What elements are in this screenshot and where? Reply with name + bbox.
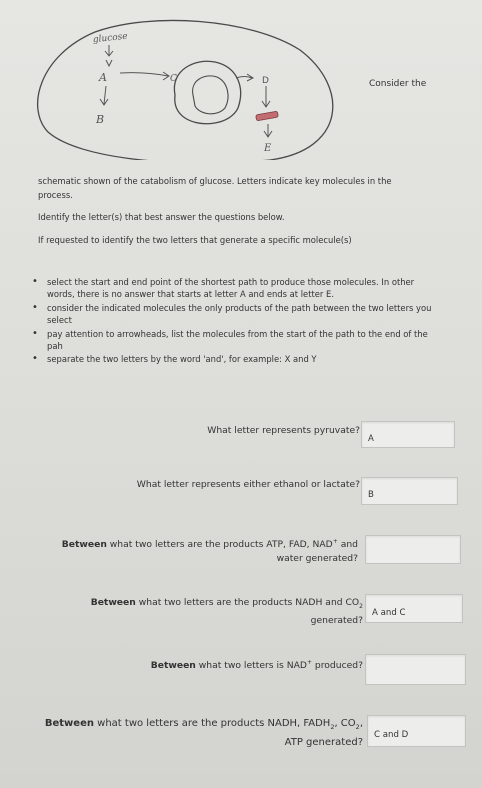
- question-nad-produced: [33, 656, 363, 673]
- label-e: E: [264, 143, 272, 154]
- answer-box-atp-fad-nad[interactable]: [365, 535, 461, 564]
- answer-box-ethanol-lactate[interactable]: [361, 477, 458, 505]
- question-text: and: [337, 539, 358, 551]
- answer-value: C and D: [374, 730, 409, 740]
- answer-box-pyruvate[interactable]: [361, 421, 455, 448]
- question-text: what two letters are the products ATP, FAD, NAD: [106, 539, 333, 551]
- question-text-line2: water generated?: [276, 553, 358, 565]
- label-a: A: [99, 71, 107, 84]
- question-text: What letter represents either ethanol or lactate?: [136, 479, 360, 490]
- question-bold-word: Between: [44, 718, 94, 729]
- question-atp-fad-nad: [28, 535, 358, 566]
- a-to-b-arrow: [100, 86, 108, 105]
- question-nadh-fadh2-co2-atp: [18, 716, 363, 751]
- intro-line-2: process.: [38, 190, 73, 200]
- label-b: B: [96, 113, 105, 126]
- answer-value: B: [368, 490, 374, 500]
- instruction-list: [32, 276, 442, 367]
- intro-line-1: schematic shown of the catabolism of glucose. Letters indicate key molecules in the: [38, 176, 392, 186]
- superscript: +: [332, 538, 338, 545]
- answer-box-nadh-co2[interactable]: [365, 594, 463, 623]
- consider-text: Consider the: [369, 79, 427, 89]
- instruction-item: • separate the two letters by the word 'and', for example: X and Y: [32, 353, 442, 365]
- subscript: 2: [330, 723, 335, 731]
- membrane-to-e-arrow: [264, 124, 272, 137]
- question-nadh-co2: [33, 596, 363, 628]
- question-text: , CO: [334, 718, 356, 729]
- label-d: D: [262, 76, 269, 86]
- question-bold-word: Between: [90, 597, 136, 608]
- subscript: 2: [359, 602, 363, 610]
- a-to-c-arrow: [120, 72, 169, 80]
- question-text: produced?: [311, 660, 363, 672]
- question-bold-word: Between: [150, 660, 196, 672]
- instruction-item: • select the start and end point of the shortest path to produce those molecules. In other words, there is no answer that starts at letter A and ends at letter E.: [32, 276, 442, 301]
- instruction-item: • consider the indicated molecules the only products of the path between the two letters you select: [32, 302, 442, 327]
- glucose-arrow-1: [105, 45, 113, 56]
- glucose-arrow-2: [106, 60, 112, 66]
- answer-value: A and C: [372, 607, 406, 618]
- question-text: what two letters are the products NADH, FADH: [93, 718, 331, 729]
- question-text: ,: [359, 718, 363, 729]
- question-bold-word: Between: [61, 539, 107, 551]
- subscript: 2: [355, 723, 360, 731]
- outer-cell-outline: [38, 20, 333, 160]
- superscript: +: [306, 659, 312, 666]
- intro-line-3: Identify the letter(s) that best answer the questions below.: [38, 212, 285, 222]
- membrane-protein-shape: [256, 111, 279, 121]
- question-pyruvate: [207, 424, 360, 438]
- question-ethanol-lactate: [137, 478, 360, 492]
- mitochondrion-outline: [174, 61, 240, 123]
- question-text-line2: ATP generated?: [284, 737, 363, 748]
- question-text-line2: generated?: [310, 614, 363, 626]
- answer-box-nad-produced[interactable]: [365, 654, 466, 685]
- question-text: What letter represents pyruvate?: [207, 425, 360, 436]
- answer-value: A: [368, 433, 374, 444]
- glucose-label: glucose: [92, 31, 129, 46]
- d-to-membrane-arrow: [262, 86, 270, 107]
- question-text: what two letters are the products NADH and CO: [135, 597, 360, 608]
- mitochondrion-inner-outline: [193, 76, 228, 114]
- instruction-item: • pay attention to arrowheads, list the molecules from the start of the path to the end of the pah: [32, 328, 442, 353]
- question-text: what two letters is NAD: [195, 660, 307, 672]
- intro-line-4: If requested to identify the two letters that generate a specific molecule(s): [38, 235, 352, 245]
- label-c: C: [170, 74, 177, 84]
- answer-box-nadh-fadh2-co2-atp[interactable]: [367, 715, 466, 747]
